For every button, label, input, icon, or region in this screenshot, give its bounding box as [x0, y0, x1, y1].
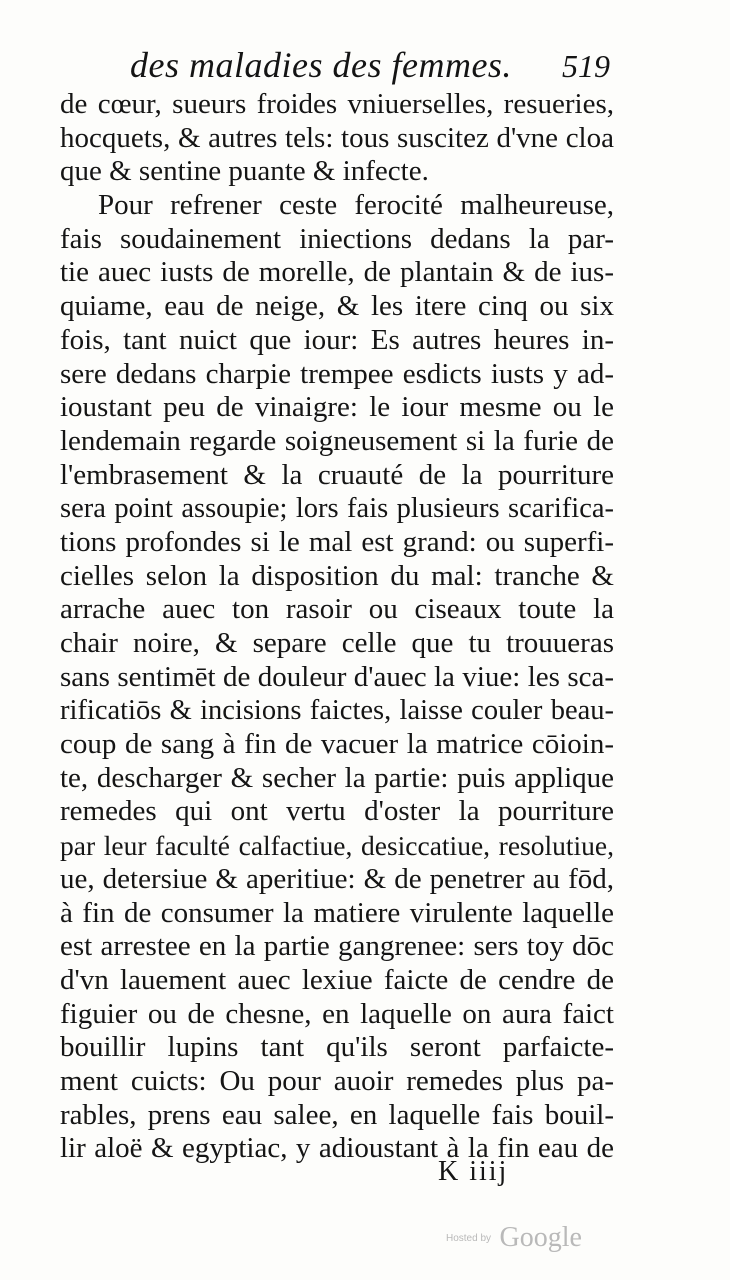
text-line: fais soudainement iniections dedans la par- [60, 222, 614, 255]
text-line: figuier ou de chesne, en laquelle on aura faict [60, 997, 614, 1030]
text-line: d'vn lauement auec lexiue faicte de cendre de [60, 963, 614, 996]
text-line: ioustant peu de vinaigre: le iour mesme ou le [60, 391, 614, 424]
text-line: bouillir lupins tant qu'ils seront parfaicte- [60, 1031, 614, 1064]
text-line: cielles selon la disposition du mal: tranche & [60, 559, 614, 592]
text-line: coup de sang à fin de vacuer la matrice cōioin- [60, 728, 614, 761]
text-line: tie auec iusts de morelle, de plantain & de ius- [60, 256, 614, 289]
text-line: à fin de consumer la matiere virulente laquelle [60, 896, 614, 929]
text-line: hocquets, & autres tels: tous suscitez d'vne cloa [60, 121, 614, 154]
text-line: ment cuicts: Ou pour auoir remedes plus pa- [60, 1064, 614, 1097]
text-line: lendemain regarde soigneusement si la furie de [60, 424, 614, 457]
text-line: remedes qui ont vertu d'oster la pourriture [60, 795, 614, 828]
text-line: est arrestee en la partie gangrenee: sers toy dōc [60, 930, 614, 963]
text-line: tions profondes si le mal est grand: ou superfi- [60, 525, 614, 558]
text-line: que & sentine puante & infecte. [60, 155, 429, 188]
text-line: te, descharger & secher la partie: puis applique [60, 761, 614, 794]
text-line: ue, detersiue & aperitiue: & de penetrer au fōd, [60, 862, 614, 895]
body-text [60, 88, 614, 1166]
running-title: des maladies des femmes. [130, 45, 512, 85]
watermark-small-text: Hosted by [446, 1232, 492, 1244]
text-line: quiame, eau de neige, & les itere cinq ou six [60, 290, 614, 323]
text-line: arrache auec ton rasoir ou ciseaux toute la [60, 593, 614, 626]
text-line: rificatiōs & incisions faictes, laisse couler beau- [60, 695, 614, 727]
page-header [130, 44, 610, 88]
text-line: lir aloë & egyptiac, y adioustant à la fin eau de [60, 1132, 614, 1165]
watermark-logo-text: Google [499, 1222, 582, 1253]
text-line: chair noire, & separe celle que tu trouueras [60, 627, 614, 659]
page-number: 519 [562, 48, 610, 84]
text-line: sans sentimēt de douleur d'auec la viue: les sca- [60, 660, 614, 693]
text-line: fois, tant nuict que iour: Es autres heures in- [60, 323, 614, 356]
text-line: par leur faculté calfactiue, desiccatiue, resolutiue, [60, 830, 614, 862]
signature-mark: K iiij [438, 1156, 509, 1187]
hosted-by-watermark [446, 1222, 582, 1252]
text-line: sera point assoupie; lors fais plusieurs scarifica- [60, 493, 614, 525]
text-line: Pour refrener ceste ferocité malheureuse, [98, 189, 614, 222]
text-line: de cœur, sueurs froides vniuerselles, resueries, [60, 88, 614, 120]
text-line: sere dedans charpie trempee esdicts iusts y ad- [60, 357, 614, 390]
text-line: rables, prens eau salee, en laquelle fais bouil- [60, 1098, 614, 1131]
text-line: l'embrasement & la cruauté de la pourriture [60, 458, 614, 491]
